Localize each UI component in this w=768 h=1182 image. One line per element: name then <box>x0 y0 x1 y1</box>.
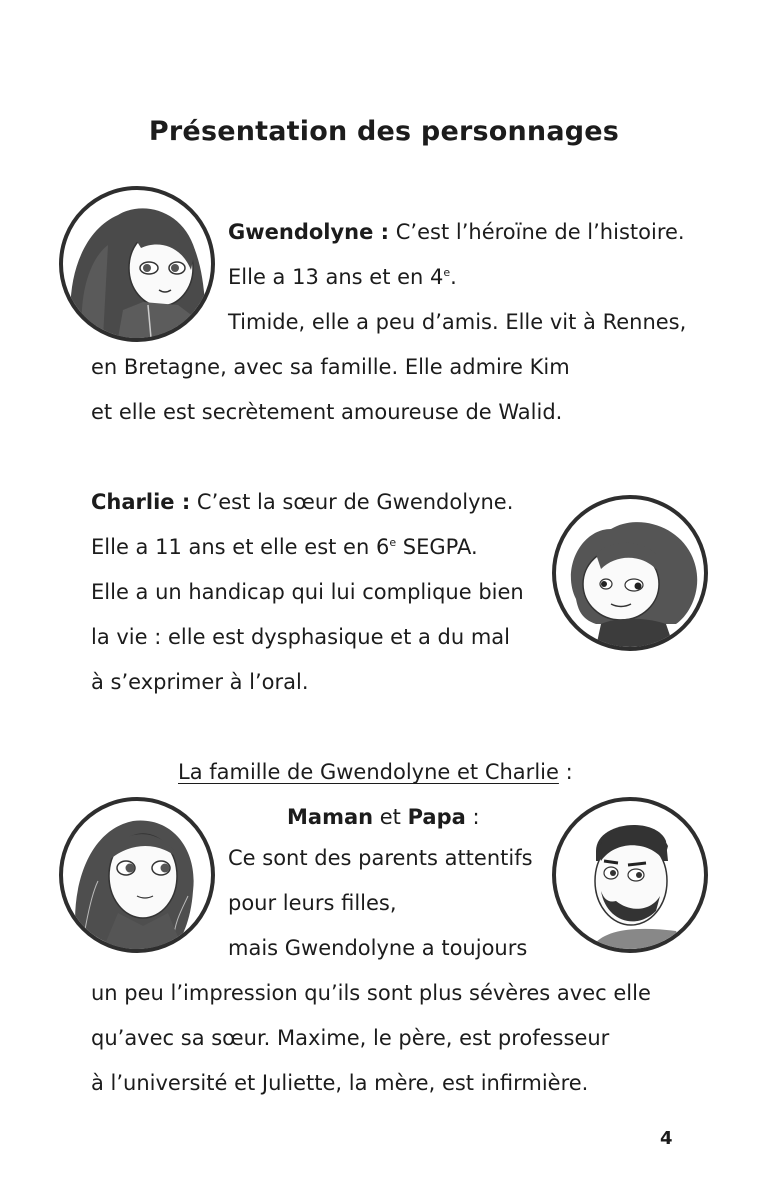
period: . <box>450 265 457 289</box>
gwendolyne-line-5: et elle est secrètement amoureuse de Walid. <box>91 400 563 424</box>
charlie-line-5: à s’exprimer à l’oral. <box>91 670 309 694</box>
charlie-desc: C’est la sœur de Gwendolyne. <box>190 490 514 514</box>
parents-heading <box>287 803 480 831</box>
maman-label: Maman <box>287 805 374 829</box>
colon: : <box>465 805 480 829</box>
gwendolyne-name: Gwendolyne : <box>228 220 390 244</box>
family-line-1: Ce sont des parents attentifs <box>228 846 533 870</box>
gwendolyne-portrait-icon <box>59 186 215 342</box>
charlie-name: Charlie : <box>91 490 191 514</box>
family-line-4: un peu l’impression qu’ils sont plus sévères avec elle <box>91 981 651 1005</box>
father-portrait-icon <box>552 797 708 953</box>
charlie-class: SEGPA. <box>396 535 478 559</box>
charlie-portrait-icon <box>552 495 708 651</box>
charlie-line-2 <box>91 533 478 561</box>
charlie-line-1 <box>91 488 513 516</box>
family-line-5: qu’avec sa sœur. Maxime, le père, est professeur <box>91 1026 610 1050</box>
papa-label: Papa <box>407 805 466 829</box>
gwendolyne-line-4: en Bretagne, avec sa famille. Elle admire Kim <box>91 355 570 379</box>
gwendolyne-line-2 <box>228 263 457 291</box>
mother-portrait-icon <box>59 797 215 953</box>
family-heading-text: La famille de Gwendolyne et Charlie <box>178 760 559 784</box>
superscript: e <box>443 266 451 279</box>
colon: : <box>558 760 573 784</box>
gwendolyne-line-3: Timide, elle a peu d’amis. Elle vit à Rennes, <box>228 310 687 334</box>
gwendolyne-age: Elle a 13 ans et en 4 <box>228 265 444 289</box>
superscript: e <box>389 536 397 549</box>
family-heading <box>178 758 573 786</box>
charlie-line-3: Elle a un handicap qui lui complique bien <box>91 580 524 604</box>
page-title: Présentation des personnages <box>148 116 620 147</box>
charlie-line-4: la vie : elle est dysphasique et a du mal <box>91 625 511 649</box>
and-text: et <box>373 805 408 829</box>
gwendolyne-line-1 <box>228 218 685 246</box>
family-line-3: mais Gwendolyne a toujours <box>228 936 528 960</box>
gwendolyne-desc: C’est l’héroïne de l’histoire. <box>389 220 685 244</box>
family-line-2: pour leurs filles, <box>228 891 397 915</box>
charlie-age: Elle a 11 ans et elle est en 6 <box>91 535 390 559</box>
page-number: 4 <box>660 1128 673 1149</box>
family-line-6: à l’université et Juliette, la mère, est infirmière. <box>91 1071 589 1095</box>
